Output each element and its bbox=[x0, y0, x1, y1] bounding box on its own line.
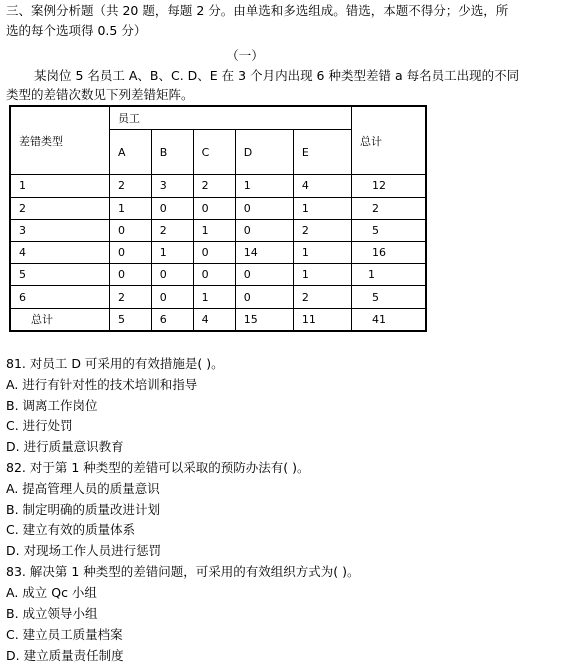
count-cell: 0 bbox=[151, 197, 193, 219]
employee-letter: E bbox=[293, 129, 351, 175]
table-row bbox=[10, 197, 426, 219]
count-cell: 2 bbox=[293, 286, 351, 308]
count-cell: 2 bbox=[293, 219, 351, 241]
count-cell: 2 bbox=[110, 286, 152, 308]
count-cell: 1 bbox=[235, 175, 293, 197]
row-total-cell: 1 bbox=[352, 264, 427, 286]
employee-letter: D bbox=[235, 129, 293, 175]
table-row bbox=[10, 264, 426, 286]
count-cell: 0 bbox=[110, 219, 152, 241]
type-header: 差错类型 bbox=[10, 106, 110, 175]
question-81-option-d: D. 进行质量意识教育 bbox=[6, 439, 124, 454]
column-total-cell: 4 bbox=[193, 308, 235, 331]
count-cell: 0 bbox=[235, 264, 293, 286]
question-83-option-c: C. 建立员工质量档案 bbox=[6, 627, 123, 642]
total-row-label: 总计 bbox=[10, 308, 110, 331]
section-heading-continued: 选的每个选项得 0.5 分） bbox=[6, 23, 147, 38]
question-81-stem: 81. 对员工 D 可采用的有效措施是( )。 bbox=[6, 356, 224, 371]
count-cell: 1 bbox=[193, 219, 235, 241]
question-83-option-d: D. 建立质量责任制度 bbox=[6, 648, 124, 663]
count-cell: 0 bbox=[151, 286, 193, 308]
count-cell: 0 bbox=[193, 242, 235, 264]
count-cell: 3 bbox=[151, 175, 193, 197]
employee-letter: C bbox=[193, 129, 235, 175]
employee-header: 员工 bbox=[110, 106, 352, 129]
employee-letter: A bbox=[110, 129, 152, 175]
column-total-cell: 11 bbox=[293, 308, 351, 331]
count-cell: 0 bbox=[235, 286, 293, 308]
question-81-option-b: B. 调离工作岗位 bbox=[6, 398, 98, 413]
row-total-cell: 12 bbox=[352, 175, 427, 197]
table-row bbox=[10, 219, 426, 241]
count-cell: 1 bbox=[151, 242, 193, 264]
count-cell: 0 bbox=[110, 264, 152, 286]
table-total-row bbox=[10, 308, 426, 331]
count-cell: 0 bbox=[151, 264, 193, 286]
error-type-cell: 5 bbox=[10, 264, 110, 286]
count-cell: 2 bbox=[110, 175, 152, 197]
column-total-cell: 5 bbox=[110, 308, 152, 331]
table-row bbox=[10, 242, 426, 264]
question-82-option-c: C. 建立有效的质量体系 bbox=[6, 522, 136, 537]
section-heading: 三、案例分析题（共 20 题，每题 2 分。由单选和多选组成。错选，本题不得分；少选，所 bbox=[6, 3, 509, 18]
row-total-cell: 16 bbox=[352, 242, 427, 264]
total-header: 总计 bbox=[352, 106, 427, 175]
count-cell: 4 bbox=[293, 175, 351, 197]
count-cell: 0 bbox=[193, 197, 235, 219]
table-row bbox=[10, 175, 426, 197]
question-83-option-a: A. 成立 Qc 小组 bbox=[6, 585, 97, 600]
case-text: 某岗位 5 名员工 A、B、C. D、E 在 3 个月内出现 6 种类型差错 a 每名员工出现的不同 bbox=[34, 68, 520, 83]
count-cell: 0 bbox=[235, 219, 293, 241]
error-matrix-table bbox=[9, 105, 427, 332]
employee-letter: B bbox=[151, 129, 193, 175]
error-type-cell: 1 bbox=[10, 175, 110, 197]
count-cell: 14 bbox=[235, 242, 293, 264]
error-type-cell: 2 bbox=[10, 197, 110, 219]
count-cell: 0 bbox=[110, 242, 152, 264]
count-cell: 1 bbox=[293, 264, 351, 286]
column-total-cell: 6 bbox=[151, 308, 193, 331]
question-82-stem: 82. 对于第 1 种类型的差错可以采取的预防办法有( )。 bbox=[6, 460, 310, 475]
error-type-cell: 3 bbox=[10, 219, 110, 241]
row-total-cell: 5 bbox=[352, 286, 427, 308]
column-total-cell: 15 bbox=[235, 308, 293, 331]
count-cell: 1 bbox=[110, 197, 152, 219]
count-cell: 0 bbox=[193, 264, 235, 286]
count-cell: 2 bbox=[151, 219, 193, 241]
question-81-option-c: C. 进行处罚 bbox=[6, 418, 73, 433]
case-number: （一） bbox=[226, 48, 264, 63]
question-81-option-a: A. 进行有针对性的技术培训和指导 bbox=[6, 377, 198, 392]
grand-total-cell: 41 bbox=[352, 308, 427, 331]
question-83-stem: 83. 解决第 1 种类型的差错问题，可采用的有效组织方式为( )。 bbox=[6, 564, 360, 579]
question-83-option-b: B. 成立领导小组 bbox=[6, 606, 98, 621]
count-cell: 1 bbox=[193, 286, 235, 308]
count-cell: 0 bbox=[235, 197, 293, 219]
error-type-cell: 4 bbox=[10, 242, 110, 264]
question-82-option-d: D. 对现场工作人员进行惩罚 bbox=[6, 543, 162, 558]
case-text-continued: 类型的差错次数见下列差错矩阵。 bbox=[6, 87, 194, 102]
error-type-cell: 6 bbox=[10, 286, 110, 308]
count-cell: 1 bbox=[293, 242, 351, 264]
count-cell: 2 bbox=[193, 175, 235, 197]
row-total-cell: 2 bbox=[352, 197, 427, 219]
table-row bbox=[10, 286, 426, 308]
row-total-cell: 5 bbox=[352, 219, 427, 241]
count-cell: 1 bbox=[293, 197, 351, 219]
question-82-option-a: A. 提高管理人员的质量意识 bbox=[6, 481, 160, 496]
question-82-option-b: B. 制定明确的质量改进计划 bbox=[6, 502, 161, 517]
